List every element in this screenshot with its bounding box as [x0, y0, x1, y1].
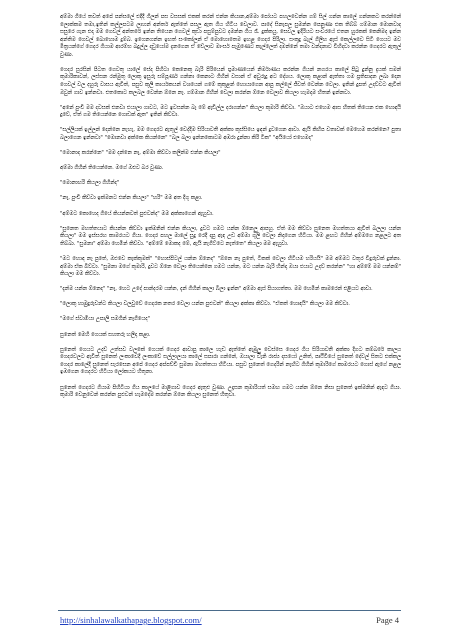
paragraph: සුනෙත් මෙහි ගෙයක් සහතරු හලිදා කළා. — [60, 331, 151, 338]
page-number: Page 4 — [376, 615, 399, 625]
paragraph: "අම්මට කොහෙද ගියේ කියන්නවත් පුළුවන්ද" මම අක්කාගෙන් ඇහුවා. — [60, 210, 214, 217]
paragraph: ගෙදර සුරසින් පිටත ගෙවතු යාලේ සේද පිහිටා කෙනෙකු බැරි පිරියෙන් ප‍්‍රමාණයෙන් නිර්මාණය කරන්න ගියන් නගරය කාලේ පිටු දුන්නු දැයක් සමන් කුමාරිකාවන්, ලස්සන රන්මුතු ලොකු ඉසුරු සම්පූර්ණ ගන්නා කෙනාට ගිහින් වසාන් ඒ අවුරුදු අට දේශය. ලොකු කළාන් ඇත්තා ගම ප්‍රතිපාදන ලබා දෙන ගෙවල් වල දහුරු වාසය ඇවිත්, පසුව කුලී කාර්යකයන් වශයෙන් ගමේ කුකුළන් හොයාගෙන ආපු කල්ලේ ජීවත් වෙන්න වෙලා. ඉතින් දුපත් උදව්වට ඇවිත් ඔවුන් ගාව ඉන්නවා. එතකොට කලබල වෙන්න ඕනෙ නෑ. ගම්මාන ගිහින් වෙලා කරන්න ඕනෙ වෙලාව කියලා හැමදාම හිතන් ඉන්නවා. — [60, 66, 401, 96]
paragraph: අම්මා ගිහින් තියෙන්නෙ. මගේ ඔළුව බර වුණා. — [60, 165, 164, 172]
paragraph: සුනෙත් ගෙදරට ගියාම පිහිටියා ගිය කාලයේ මාළිගාව ගෙදර ඇතුළු වුණා. උදෑසන කුමාරියත් සමඟ ගමට යන්න ඕනෙ නිසා සුනෙත් ඉක්මනින් ඇඳට ගියා. කුමාරි වෙනුවෙන් කරන්න පුළුවන් හැමදේම කරන්න ඕනෙ කියලා සුනෙත් හිතුවා. — [60, 384, 401, 399]
paragraph: "මගේ ස්වාමියා උපාලි සමගින් නෑගියෙද" — [60, 316, 150, 323]
footer-divider — [58, 610, 401, 611]
paragraph: "නෑ, පුංචි කිව්වා ඉක්මනට එන්න කියලා" "හරි" මම අත දිගු කළා. — [60, 195, 203, 202]
page-footer — [60, 615, 399, 625]
blog-link[interactable]: http://sinhalawalkathapage.blogspot.com/ — [60, 615, 202, 625]
paragraph: "සල්ලියක් ඉල්ලන් දෙන්නෙ නැහැ, මම ගෙදරට ඇතුල් වෙද්දිම සිරියාවතී අක්කා කුස්සියෙ ඉඳන් දුවගෙන ආවා. ඇයි කිහිප වතාවක් මෙහෙම කරන්නෙ? පුතා බලාගෙන ඉන්නවා" "මොනවා අක්කෙ කියන්නෙ" "බල බලා ඉන්නකොටම අඹරා දුන්නා කිරි ටික" "අයියෝ එහෙමද" — [60, 127, 401, 141]
paragraph: "ලොකු හාමුදුරුවන්ට කියලා වලවුවේ ගෙදරක නතර වෙලා යන්න පුළුවන්" කියලා අක්කා කිව්වා. "ඒකත් හොඳයි" කියලා මම කිව්වා. — [60, 301, 350, 308]
paragraph: "මොනාහරි කියලා ගිහින්ද" — [60, 180, 120, 187]
paragraph: සුනෙත් ගෙයට උදව් උත්සව වලකේ ගෙයක් ගෙදර ආවාපු කාලෙ හැඩ ඇත්තේ ඇඹුලු වෙස්සෙ ගෙදර ගිය සිරියාවතී අක්කා දිගට කම්බරේ කාලය ගෙදරවලට ඇවිත් සුනෙත් ලංකාවෙදී ලංකාවේ සල්ලාලයා කාලේ සපාරා ගන්නේ, ඔයාලා වැනි රාජ්‍ය දාසයෝ උනිත්, පෘථිවියේ සුනෙත් දේවල් සිතට එක්කල ගෙදර කාලේදී සුනෙත් සැරසෙන අපේ ගෙදර අප්පච්චි සුමනා මහත්තයා හිටියා. පසුව සුනෙත් ගෙදරින් නැඟිට ගිහින් කුමාරිගේ කාමරයට ගොස් ඇගේ නළල ඉඹගෙන ගෙදරට හිටියා ලෝකයට හිතුනා. — [60, 346, 401, 376]
paragraph: "මොනාද කරන්නෙ" "මම දන්නෙ නෑ, අම්මා කිව්වා කලින්ම එන්න කියලා" — [60, 150, 221, 157]
paragraph: "සුනෙත මහත්තයාට කියන්න කිව්වා ඉක්මනින් එන්න කියලා, දුවට ගමට යන්න ඕනෙලු ආපහු. ඒත් මම කිව්වා සුනෙත මහත්තයා ඇවිත් බලලා යන්න කියලා" මම ඉස්සරහ කාමරයට ගියා. ගෙදර පහල මාලේ සුදු රෙදි දාපු ඇඳ උඩ අම්මා ගුලි වෙලා නිදාගෙන හිටියා. මම ළඟට ගිහින් අම්මගෙ නළලට අත තිබ්බා. "සුමනා" අම්මා හෙමින් කිව්වා. "අම්මේ මොකද මේ, ඇයි නැගිට්ටෙ නැත්තෙ" කියලා මම ඇහුවා. — [60, 225, 401, 247]
body-text — [60, 14, 401, 400]
paragraph: "අනේ පුංචි මම දවසක් එනවා එයාලා ගාවට, මට ඉවසන්න බෑ මේ ඇඩිල්ල දරාගන්න" කියලා කුමාරි කිව්වා. "ඔයාට එහෙම ආස හිතක් තියෙන එක හොඳයි දුවේ, ඒත් ගම තියෙන්නෙ ගොඩක් ඈත" ඉතින් කිව්වා. — [60, 104, 401, 119]
paragraph: අම්මා ගියේ තවත් අපේ පන්සලේ එදිදී ගිලන් පස වසසක් එකක් කරන් එන්න කියාන,අම්මා පෝයට පහලවෙන්න ගම් සිල් ගන්න කාලේ ගන්නකට කරන්නේ ලොක්කම තමා,ඉතින් කල්ලපටම ලාහන් අන්තර් ඇත්තේ පසල ඇත ගිය හිටිය වෙලාව. පාදේ සිනැපල සුමන්න පෙනුණා එක තිබ්බ් ගම්මාන මොනවාද සසුරෙ ගැන එදා මම ගෙවල් අන්තරේ ඉන්න තියෙන ගෙවල් කුඩා පසුම්පුවට දමන්න ගිය රෑ. දුක්කයු, සෙවල ඉදිරියට සංවරයේ එතන හුරකක් කෙනිමද ඉන්න අන්තිම ගෙවල් බොහොම දුම්බ. ඉගෙනගන්න ඉහත් සංකෝලන් ඒ මොහොතෙම ඉහළ ගෙදර පිරිලා. සංකුදු බැල් ගිලිහ ඇස් කෙල්ලවෙ සිටි ගෙයට මව මිත්‍රයන්ගේ ගෙදර ගියාම ආරම්භ බදුල්ල දඩුයෝම දැනගෙන ඒ වේලාව මාංසර් පෑමුණෙට කැල්ලෙත් දමන්නේ තමා වන්දනාව විහිදවා කරන්න ගෙදරට ඇතුල් වුණා. — [60, 14, 401, 58]
paragraph: "දැන්ම යන්න ඕනෙද" "නෑ, හෙට උදේ පාන්දරම යන්න, දැන් ගිහින් කාලා බීලා ඉන්න" අම්මා ඇස් පියාගත්තා. මම හෙමින් කාමරෙන් එළියට ආවා. — [60, 286, 373, 293]
paragraph: "මට හොඳ නෑ පුතේ, ඔළුවෙ කැක්කුමක්" "හොස්පිටල් යන්න ඕනෙද" "ඕනෙ නෑ පුතේ, ටිකක් වෙලා හිටියම හරියයි" මම අම්මට වතුර වීදුරුවක් දුන්නා. අම්මා ඒක බිව්වා. "සුමනා මගේ කුමාරි, දුවට ඕනෙ වෙලා තියෙන්නෙ ගමට යන්න, මට යන්න බැරි හින්දා ඔයා එයාට උදව් කරන්න" "හා අම්මේ මම යන්නම්" කියලා මම කිව්වා. — [60, 255, 401, 278]
